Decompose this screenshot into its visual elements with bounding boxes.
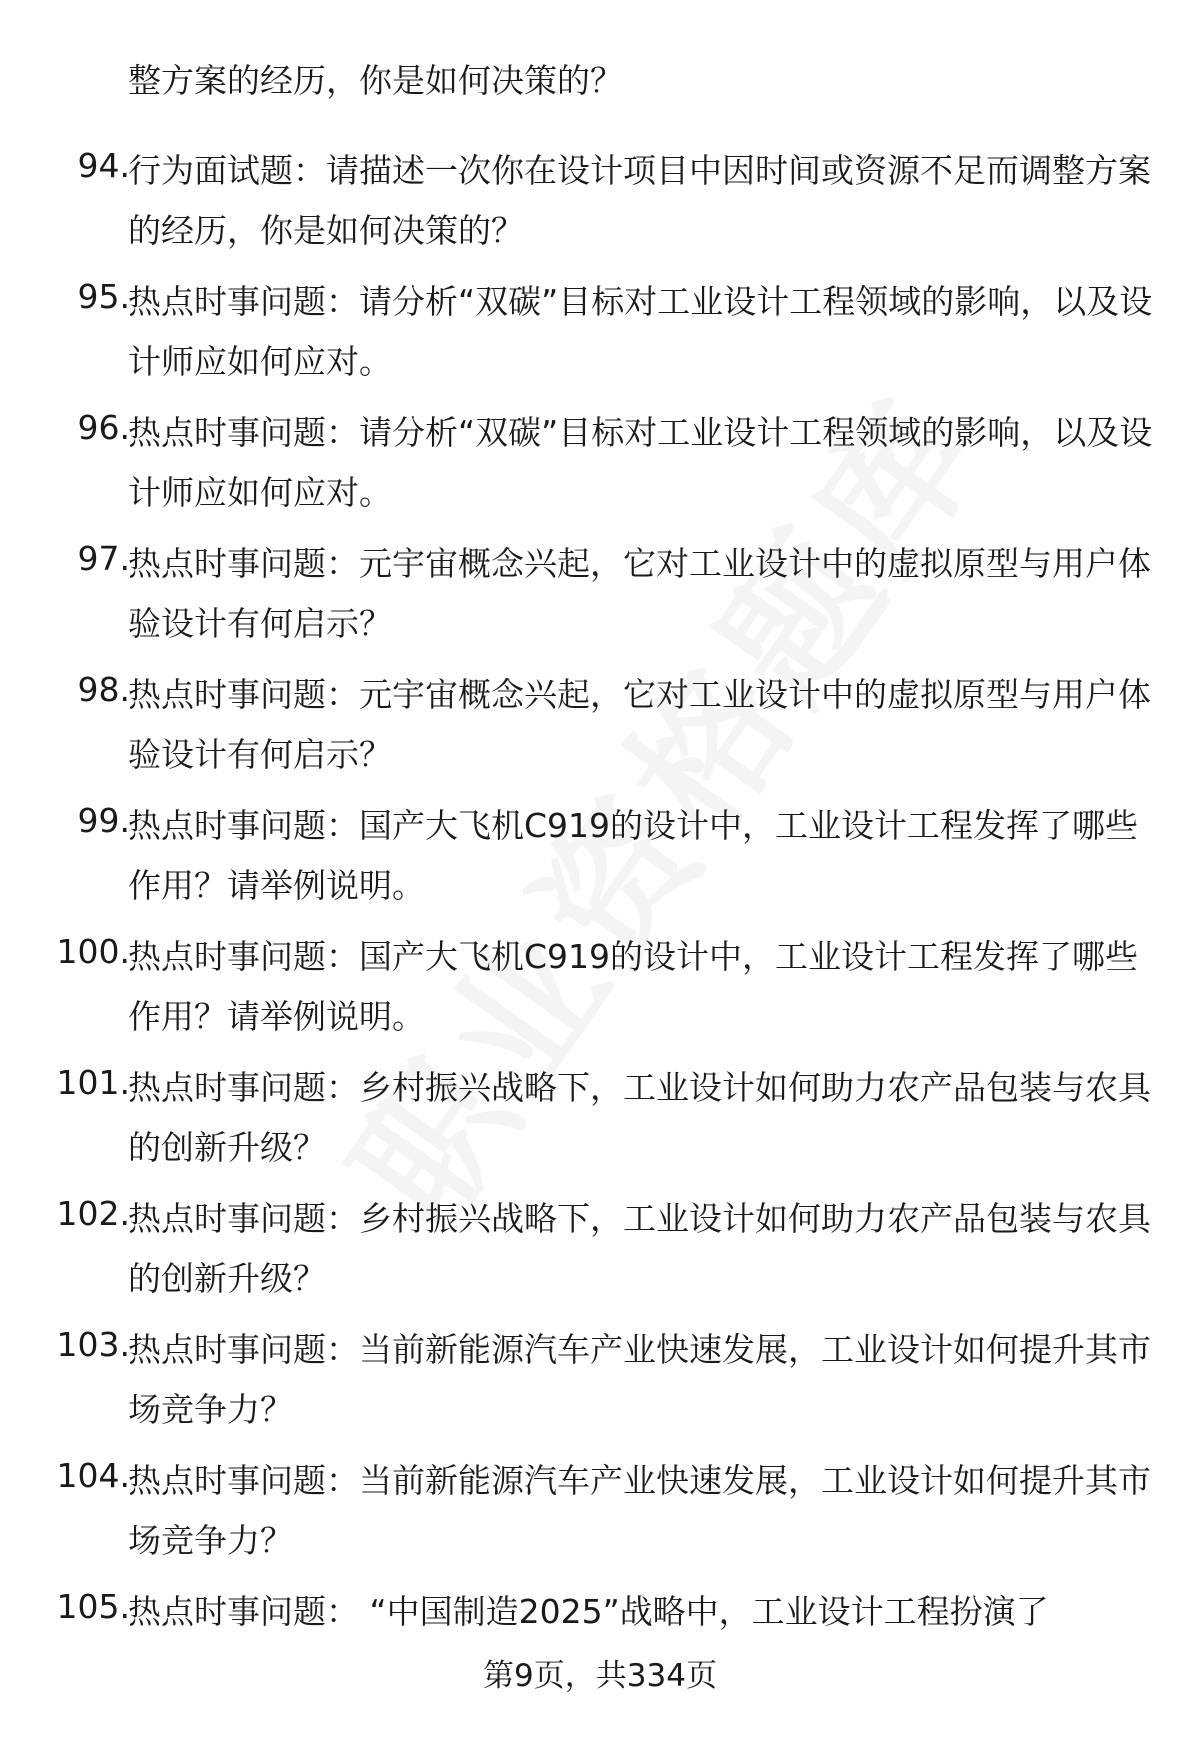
question-text: 热点时事问题：当前新能源汽车产业快速发展，工业设计如何提升其市场竞争力？ [128, 1330, 1151, 1429]
continued-question-text: 整方案的经历，你是如何决策的？ [128, 61, 623, 100]
question-number: 98. [77, 670, 130, 709]
question-item [0, 786, 1200, 917]
question-text: 热点时事问题：当前新能源汽车产业快速发展，工业设计如何提升其市场竞争力？ [128, 1461, 1151, 1560]
question-text: 热点时事问题：国产大飞机C919的设计中，工业设计工程发挥了哪些作用？请举例说明。 [128, 806, 1139, 905]
question-number: 95. [77, 277, 130, 316]
question-text: 热点时事问题：元宇宙概念兴起，它对工业设计中的虚拟原型与用户体验设计有何启示？ [128, 544, 1151, 643]
question-text: 热点时事问题：请分析“双碳”目标对工业设计工程领域的影响，以及设计师应如何应对。 [128, 413, 1153, 512]
question-number: 105. [56, 1587, 130, 1626]
question-item [0, 393, 1200, 524]
question-number: 96. [77, 408, 130, 447]
question-item [0, 131, 1200, 262]
question-list [0, 131, 1200, 1703]
question-item [0, 655, 1200, 786]
question-number: 97. [77, 539, 130, 578]
question-text: 热点时事问题：乡村振兴战略下，工业设计如何助力农产品包装与农具的创新升级？ [128, 1199, 1151, 1298]
question-text: 热点时事问题： “中国制造2025”战略中，工业设计工程扮演了 [128, 1592, 1049, 1631]
question-item [0, 524, 1200, 655]
question-number: 100. [56, 932, 130, 971]
question-item [0, 1441, 1200, 1572]
question-item [0, 1179, 1200, 1310]
question-item [0, 1310, 1200, 1441]
question-text: 热点时事问题：乡村振兴战略下，工业设计如何助力农产品包装与农具的创新升级？ [128, 1068, 1151, 1167]
question-number: 94. [77, 146, 130, 185]
question-number: 99. [77, 801, 130, 840]
question-number: 104. [56, 1456, 130, 1495]
page-footer: 第9页，共334页 [483, 1658, 717, 1694]
question-number: 101. [56, 1063, 130, 1102]
question-item [0, 1048, 1200, 1179]
question-text: 热点时事问题：元宇宙概念兴起，它对工业设计中的虚拟原型与用户体验设计有何启示？ [128, 675, 1151, 774]
question-item [0, 917, 1200, 1048]
question-text: 行为面试题：请描述一次你在设计项目中因时间或资源不足而调整方案的经历，你是如何决策的？ [128, 151, 1151, 250]
question-number: 103. [56, 1325, 130, 1364]
question-text: 热点时事问题：国产大飞机C919的设计中，工业设计工程发挥了哪些作用？请举例说明。 [128, 937, 1139, 1036]
question-text: 热点时事问题：请分析“双碳”目标对工业设计工程领域的影响，以及设计师应如何应对。 [128, 282, 1153, 381]
question-item [0, 262, 1200, 393]
question-number: 102. [56, 1194, 130, 1233]
